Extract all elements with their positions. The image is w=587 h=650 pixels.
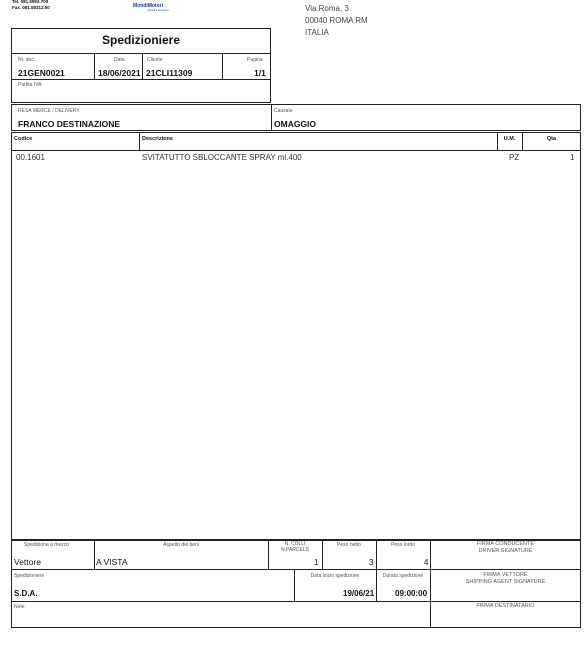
doc-pagina-label: Pagina xyxy=(247,57,263,63)
doc-cliente-label: Cliente xyxy=(147,57,163,63)
firma-conducente-it: FIRMA CONDUCENTE xyxy=(476,541,535,547)
firma-conducente-en: DRIVER SIGNATURE xyxy=(478,548,533,554)
causale-value: OMAGGIO xyxy=(274,119,317,129)
resa-label: RESA MERCE / DELIVERY xyxy=(18,108,80,114)
colli-value: 1 xyxy=(314,558,319,567)
peso-netto-value: 3 xyxy=(369,558,374,567)
recipient-address-line2: 00040 ROMA RM xyxy=(305,16,368,25)
causale-label: Causale xyxy=(274,108,293,114)
peso-lordo-label: Peso lordo xyxy=(391,542,415,548)
note-label: Note xyxy=(14,604,25,610)
row-qta: 1 xyxy=(570,153,575,162)
durata-label: Durata spedizione xyxy=(382,573,424,579)
row-um: PZ xyxy=(509,153,520,162)
col-header-codice: Codice xyxy=(14,136,33,142)
resa-value: FRANCO DESTINAZIONE xyxy=(18,119,120,129)
peso-netto-label: Peso netto xyxy=(337,542,361,548)
company-tel: Tel. 081.5993.700 xyxy=(12,0,49,4)
doc-nr-value: 21GEN0021 xyxy=(18,68,65,78)
col-header-um: U.M. xyxy=(503,136,516,142)
col-header-descrizione: Descrizione xyxy=(142,136,173,142)
colli-label-en: N.PARCELS xyxy=(281,547,309,553)
data-inizio-label: Data inizio spedizione xyxy=(310,573,360,579)
aspetto-label: Aspetto dei beni xyxy=(163,542,199,548)
row-descrizione: SVITATUTTO SBLOCCANTE SPRAY ml.400 xyxy=(142,153,302,162)
spedizioniere-label: Spedizioniere xyxy=(14,573,45,579)
doc-pagina-value: 1/1 xyxy=(254,68,266,78)
aspetto-value: A VISTA xyxy=(96,557,128,567)
items-table xyxy=(11,132,581,540)
firma-vettore-it: FIRMA VETTORE xyxy=(483,572,528,578)
firma-vettore-label xyxy=(430,572,581,586)
doc-cliente-value: 21CLI11309 xyxy=(146,68,193,78)
row-codice: 00.1601 xyxy=(16,153,45,162)
data-inizio-value: 19/06/21 xyxy=(343,589,375,598)
doc-nr-label: Nr. doc. xyxy=(18,57,36,63)
company-logo-sub: ricambi e accessori xyxy=(147,9,169,12)
firma-destinatario-label: FIRMA DESTINATARIO xyxy=(476,603,535,609)
sped-mezzo-label: Spedizione a mezzo xyxy=(24,542,70,548)
colli-label: N. COLLI xyxy=(284,541,306,547)
company-logo: MondiMotori xyxy=(133,3,163,9)
firma-vettore-en: SHIPPING AGENT SIGNATURE xyxy=(465,579,546,585)
spedizioniere-value: S.D.A. xyxy=(14,589,38,598)
doc-data-label: Data xyxy=(114,57,125,63)
firma-conducente-label xyxy=(430,541,581,555)
doc-title: Spedizioniere xyxy=(101,33,181,47)
col-header-qta: Qta xyxy=(546,136,557,142)
peso-lordo-value: 4 xyxy=(424,558,429,567)
company-fax: Fax. 081.58312.50 xyxy=(12,5,50,10)
doc-data-value: 18/06/2021 xyxy=(98,68,141,78)
recipient-address-line1: Via Roma, 3 xyxy=(305,4,349,13)
durata-value: 09:00:00 xyxy=(395,589,428,598)
sped-mezzo-value: Vettore xyxy=(14,557,41,567)
doc-piva-label: Partita IVA xyxy=(18,82,42,88)
recipient-address-line3: ITALIA xyxy=(305,28,329,37)
